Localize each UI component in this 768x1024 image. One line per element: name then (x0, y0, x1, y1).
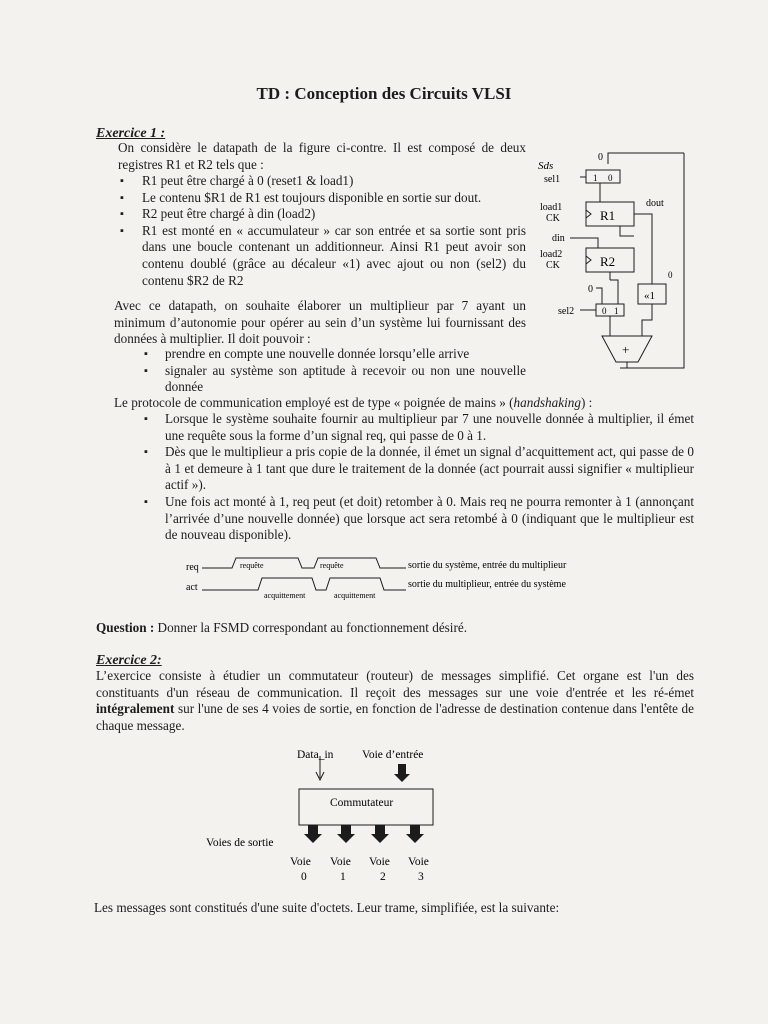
list-item: ▪ Le contenu $R1 de R1 est toujours disponible en sortie sur dout. (118, 190, 526, 207)
exercise-2-description: L’exercice consiste à étudier un commutateur (routeur) de messages simplifié. Cet organe est l'un des constituants d'un réseau de communication. Il reçoit des messages sur une voie d'entrée et les ré-émet intégralement sur l'une de ses 4 voies de sortie, en fonction de l'adresse de destination contenue dans l'entête de chaque message. (96, 668, 694, 733)
sel1-label: sel1 (544, 174, 561, 185)
list-item: ▪ R1 peut être chargé à 0 (reset1 & load1) (118, 173, 526, 190)
din-label: din (552, 233, 565, 244)
output-channel-label: Voie (330, 856, 351, 868)
load2-label: load2 (540, 249, 563, 260)
mux2-zero-label: 0 (588, 284, 593, 295)
act-description: sortie du multiplieur, entrée du système (408, 579, 566, 590)
list-item: ▪ signaler au système son aptitude à recevoir ou non une nouvelle donnée (144, 363, 526, 396)
exercise-1-heading: Exercice 1 : (96, 126, 166, 141)
switch-box-label: Commutateur (330, 797, 394, 809)
exercise-2-closing: Les messages sont constitués d'une suite d'octets. Leur trame, simplifiée, est la suivante: (94, 900, 560, 915)
switch-diagram (200, 744, 450, 884)
act-signal-label: act (186, 582, 198, 593)
req-description: sortie du système, entrée du multiplieur (408, 560, 567, 571)
output-channel-label: Voie (290, 856, 311, 868)
exercise-1-register-list (118, 173, 526, 289)
shifter-zero-label: 0 (668, 270, 673, 280)
adder-plus: + (622, 342, 630, 357)
output-channels-label: Voies de sortie (206, 837, 274, 849)
load1-label: load1 (540, 202, 563, 213)
output-channel-number: 0 (301, 871, 307, 883)
output-channel-number: 1 (340, 871, 346, 883)
output-channel-number: 3 (418, 871, 424, 883)
mux2-input-0: 0 (602, 306, 607, 316)
exercise-1-objective: Avec ce datapath, on souhaite élaborer un multiplieur par 7 ayant un minimum d’autonomie pour opérer au sein d’un système lui fournissant des données à multiplier. Il doit pouvoir : (114, 298, 526, 347)
input-channel-label: Voie d’entrée (362, 749, 424, 761)
list-item: ▪ prendre en compte une nouvelle donnée lorsqu’elle arrive (144, 346, 526, 363)
mux1-input-1: 1 (593, 173, 598, 183)
handshake-timing-diagram (180, 554, 620, 602)
req-pulse-label: requête (320, 561, 344, 570)
protocol-intro: Le protocole de communication employé est de type « poignée de mains » (handshaking) : (114, 395, 593, 410)
list-item: ▪ Une fois act monté à 1, req peut (et doit) retomber à 0. Mais req ne pourra remonter à 1 (annonçant l’arrivée d’une nouvelle donnée) que lorsque act sera retombé à 0 (indiquant que le multiplieur est de nouveau disponible). (144, 494, 694, 544)
handwritten-annotation: Sds (538, 160, 554, 172)
output-channel-number: 2 (380, 871, 386, 883)
exercise-1-intro: On considère le datapath de la figure ci-contre. Il est composé de deux registres R1 et R2 tels que : (118, 140, 526, 172)
act-pulse-label: acquittement (334, 591, 376, 600)
mux1-input-0: 0 (608, 173, 613, 183)
exercise-2-heading: Exercice 2: (96, 653, 162, 668)
register-r2: R2 (600, 254, 616, 269)
act-pulse-label: acquittement (264, 591, 306, 600)
mux1-zero-label: 0 (598, 152, 603, 163)
dout-label: dout (646, 198, 664, 209)
sel2-label: sel2 (558, 306, 575, 317)
protocol-list (144, 411, 694, 544)
list-item: ▪ R2 peut être chargé à din (load2) (118, 206, 526, 223)
list-item: ▪ Dès que le multiplieur a pris copie de la donnée, il émet un signal d’acquittement act, qui passe de 0 à 1 et demeure à 1 tant que dure le traitement de la donnée (act pourrait aussi signifier « multiplieur actif »). (144, 444, 694, 494)
register-r1: R1 (600, 208, 616, 223)
ck1-label: CK (546, 213, 560, 224)
req-signal-label: req (186, 562, 199, 573)
exercise-1-requirements (144, 346, 526, 396)
output-channel-label: Voie (408, 856, 429, 868)
ck2-label: CK (546, 260, 560, 271)
page-title: TD : Conception des Circuits VLSI (256, 84, 512, 103)
data-in-label: Data_in (297, 749, 334, 761)
mux2-input-1: 1 (614, 306, 619, 316)
exercise-1-question: Question : Donner la FSMD correspondant au fonctionnement désiré. (96, 620, 468, 635)
shifter-label: «1 (644, 290, 655, 302)
req-pulse-label: requête (240, 561, 264, 570)
list-item: ▪ R1 est monté en « accumulateur » car son entrée et sa sortie sont pris dans une boucle contenant un additionneur. Ainsi R1 peut avoir son contenu doublé (grâce au décaleur «1) avec ajout ou non (sel2) du contenu $R2 de R2 (118, 223, 526, 289)
datapath-diagram (530, 140, 700, 380)
list-item: ▪ Lorsque le système souhaite fournir au multiplieur par 7 une nouvelle donnée à multiplier, il émet une requête sous la forme d’un signal req, qui passe de 0 à 1. (144, 411, 694, 444)
output-channel-label: Voie (369, 856, 390, 868)
